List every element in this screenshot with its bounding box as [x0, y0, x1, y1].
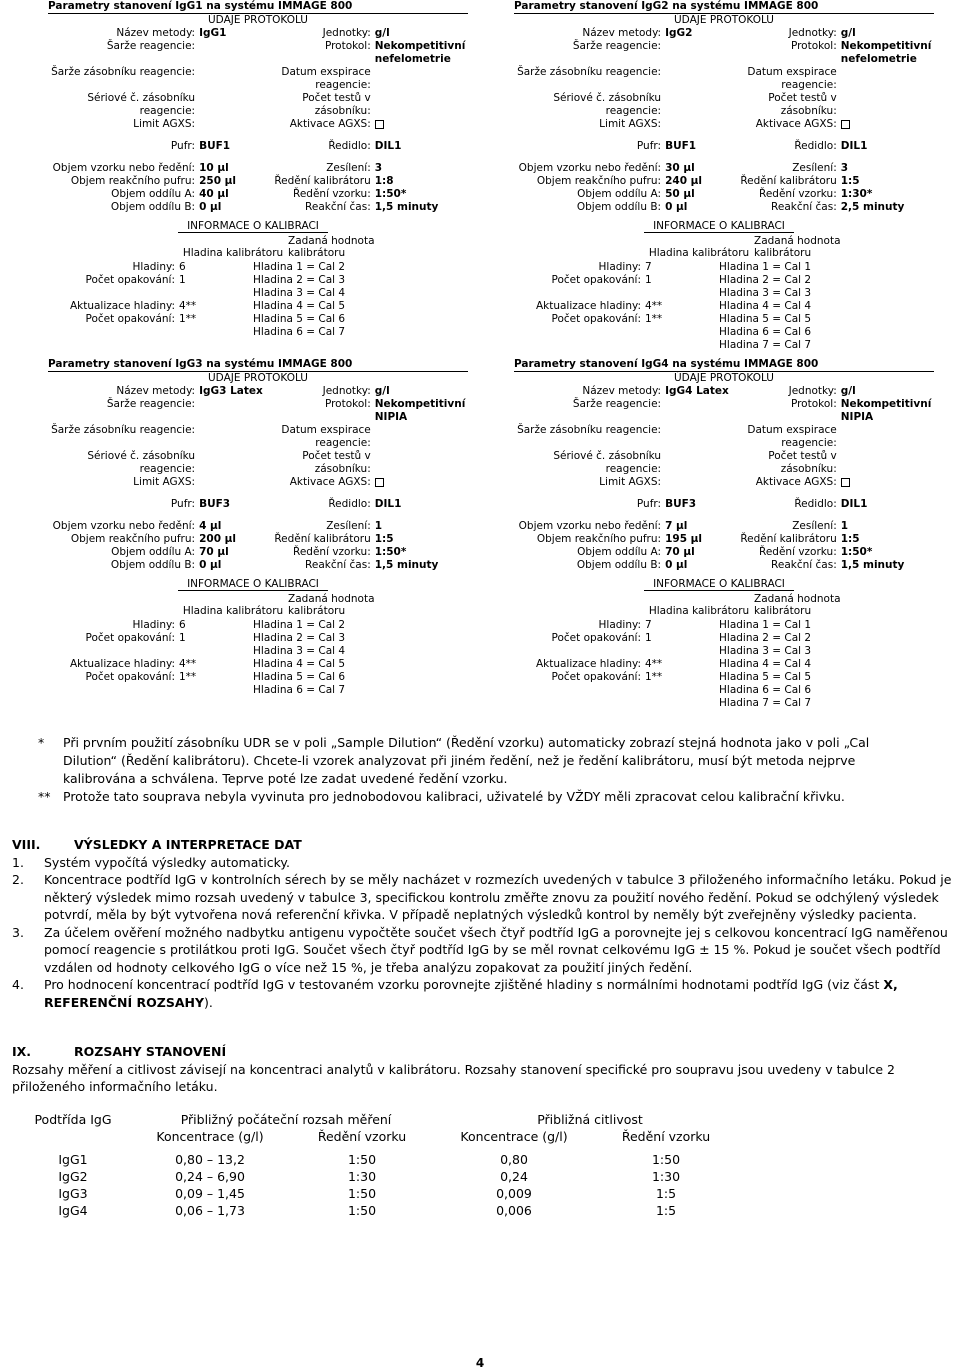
- list-item: 3. Za účelem ověření možného nadbytku antigenu vypočtěte součet všech čtyř podtříd IgG a porovnejte jej s celkovou koncentrací IgG naměřenou pomocí reagencie s protilátkou proti IgG. Součet všech čtyř podtříd IgG by se měl rovnat celkovému IgG ± 15 %. Pokud je součet všech podtříd vzdálen od hodnoty celkového IgG o více než 15 %, je třeba analýzu zopakovat za použití jiných ředění.: [12, 924, 948, 975]
- calibration-row: Hladina 6 = Cal 7: [253, 684, 346, 696]
- calibration-header: Hladina kalibrátoru Zadaná hodnota kalibrátoru: [182, 593, 375, 617]
- protocol-row: Objem reakčního pufru: 250 µl Ředění kalibrátoru 1:8: [70, 175, 394, 187]
- calibration-row: Počet opakování: 1 Hladina 2 = Cal 3: [85, 632, 346, 644]
- protocol-row: Objem reakčního pufru: 195 µl Ředění kalibrátoru 1:5: [536, 533, 860, 545]
- section-heading: IX. ROZSAHY STANOVENÍ: [12, 1044, 227, 1059]
- section-heading: VIII. VÝSLEDKY A INTERPRETACE DAT: [12, 837, 302, 852]
- range-table: [12, 1111, 742, 1219]
- calibration-row: Hladina 7 = Cal 7: [719, 697, 812, 709]
- protocol-row: Objem oddílu B: 0 µl Reakční čas: 1,5 minuty: [110, 559, 439, 571]
- calibration-row: Počet opakování: 1 Hladina 2 = Cal 2: [551, 632, 812, 644]
- protocol-row: Pufr: BUF3 Ředidlo: DIL1: [636, 498, 868, 510]
- calibration-table: [514, 261, 813, 352]
- calibration-row: Hladiny: 7 Hladina 1 = Cal 1: [598, 261, 812, 273]
- calibration-info: INFORMACE O KALIBRACI: [644, 578, 934, 591]
- calibration-table: [514, 619, 813, 710]
- footnote-mark: **: [38, 789, 51, 804]
- protocol-row: Objem oddílu A: 70 µl Ředění vzorku: 1:50*: [111, 546, 407, 558]
- table-subheader: Koncentrace (g/l) Ředění vzorku Koncentrace (g/l) Ředění vzorku: [156, 1129, 711, 1144]
- list-item: 1. Systém vypočítá výsledky automaticky.: [12, 854, 291, 870]
- calibration-info: INFORMACE O KALIBRACI: [178, 578, 468, 591]
- calibration-row: Hladina 3 = Cal 3: [719, 645, 812, 657]
- calibration-row: Hladina 3 = Cal 4: [253, 645, 346, 657]
- calibration-row: Aktualizace hladiny: 4** Hladina 4 = Cal 5: [69, 300, 346, 312]
- calibration-row: Počet opakování: 1 Hladina 2 = Cal 2: [551, 274, 812, 286]
- protocol-row: Název metody: IgG2 Jednotky: g/l: [582, 27, 856, 39]
- protocol-row: Objem vzorku nebo ředění: 7 µl Zesílení: 1: [518, 520, 849, 532]
- list-item: 2. Koncentrace podtříd IgG v kontrolních sérech by se měly nacházet v rozmezích uvedených v tabulce 3 přiloženého informačního letáku. Pokud je některý výsledek mimo rozsah uvedený v tabulce 3, specifickou kontrolu změřte znovu za použití nového ředění. Pokud se odchýlený výsledek potvrdí, měla by být vytvořena nová referenční křivka. V případě neplatných výsledků kontrol by neměly být zveřejněny výsledky pacienta.: [12, 872, 952, 922]
- protocol-row: Objem reakčního pufru: 240 µl Ředění kalibrátoru 1:5: [536, 175, 860, 187]
- parameter-panel: [48, 0, 468, 339]
- protocol-row: Objem vzorku nebo ředění: 10 µl Zesílení: 3: [52, 162, 383, 174]
- protocol-row: Objem oddílu B: 0 µl Reakční čas: 2,5 minuty: [576, 201, 905, 213]
- footnote-text: Při prvním použití zásobníku UDR se v poli „Sample Dilution“ (Ředění vzorku) automaticky zobrazí stejná hodnota jako v poli „Cal Dilution“ (Ředění kalibrátoru). Chcete-li vzorek analyzovat při jiném ředění, než je ředění kalibrátoru, musí být metoda nejprve kalibrována a schválena. Teprve poté lze zadat uvedené ředění vzorku.: [63, 735, 870, 786]
- protocol-row: Objem vzorku nebo ředění: 30 µl Zesílení: 3: [518, 162, 849, 174]
- calibration-row: Hladiny: 7 Hladina 1 = Cal 1: [598, 619, 812, 631]
- protocol-row: Pufr: BUF3 Ředidlo: DIL1: [170, 498, 402, 510]
- section-results: [12, 836, 952, 1011]
- calibration-row: Počet opakování: 1 Hladina 2 = Cal 3: [85, 274, 346, 286]
- footnote-mark: *: [38, 735, 45, 750]
- page-number: 4: [475, 1356, 485, 1370]
- calibration-row: Hladiny: 6 Hladina 1 = Cal 2: [132, 261, 346, 273]
- footnote-1: [38, 734, 918, 788]
- protocol-row: Objem oddílu A: 40 µl Ředění vzorku: 1:50*: [111, 188, 407, 200]
- calibration-row: Počet opakování: 1** Hladina 5 = Cal 6: [85, 313, 346, 325]
- calibration-row: Hladina 3 = Cal 4: [253, 287, 346, 299]
- parameter-panel: [514, 358, 934, 710]
- calibration-info: INFORMACE O KALIBRACI: [644, 220, 934, 233]
- protocol-table: Název metody: IgG3 Latex Jednotky: g/l Šarže reagencie: Protokol: Nekompetitivní NIPIA Šarže zásobníku reagencie: Datum exspirace reagencie: Sériové č. zásobníku reagencie: Počet testů v zásobníku: Limit AGXS: Aktivace AGXS: Pufr: BUF3 Ředidlo: DIL1 Objem vzorku nebo ředění: 4 µl Zesílení: 1 Objem reakčního pufru: 200 µl Ředění kalibrátoru 1:5 Objem oddílu A: 70 µl Ředění vzorku: 1:50* Objem oddílu B: 0 µl Reakční čas: 1,5 minuty: [48, 385, 468, 572]
- calibration-row: Hladina 6 = Cal 6: [719, 326, 812, 338]
- protocol-row: Objem vzorku nebo ředění: 4 µl Zesílení: 1: [52, 520, 383, 532]
- calibration-row: Aktualizace hladiny: 4** Hladina 4 = Cal 5: [69, 658, 346, 670]
- table-row: IgG3 0,09 – 1,45 1:50 0,009 1:5: [58, 1186, 677, 1201]
- checkbox-icon: [841, 478, 850, 487]
- calibration-row: Aktualizace hladiny: 4** Hladina 4 = Cal 4: [535, 300, 812, 312]
- panel-title: Parametry stanovení IgG1 na systému IMMAGE 800: [48, 0, 468, 14]
- protocol-row: Objem reakčního pufru: 200 µl Ředění kalibrátoru 1:5: [70, 533, 394, 545]
- protocol-row: Objem oddílu B: 0 µl Reakční čas: 1,5 minuty: [576, 559, 905, 571]
- checkbox-icon: [375, 120, 384, 129]
- protocol-row: Název metody: IgG1 Jednotky: g/l: [116, 27, 390, 39]
- calibration-row: Hladina 6 = Cal 6: [719, 684, 812, 696]
- protocol-row: Objem oddílu B: 0 µl Reakční čas: 1,5 minuty: [110, 201, 439, 213]
- calibration-table: [48, 619, 347, 697]
- protocol-row: Název metody: IgG4 Latex Jednotky: g/l: [582, 385, 856, 397]
- calibration-header: Hladina kalibrátoru Zadaná hodnota kalibrátoru: [648, 593, 841, 617]
- footnote-2: [38, 788, 918, 806]
- footnote-text: Protože tato souprava nebyla vyvinuta pro jednobodovou kalibraci, uživatelé by VŽDY měli zpracovat celou kalibrační křivku.: [63, 789, 845, 804]
- protocol-table: Název metody: IgG4 Latex Jednotky: g/l Šarže reagencie: Protokol: Nekompetitivní NIPIA Šarže zásobníku reagencie: Datum exspirace reagencie: Sériové č. zásobníku reagencie: Počet testů v zásobníku: Limit AGXS: Aktivace AGXS: Pufr: BUF3 Ředidlo: DIL1 Objem vzorku nebo ředění: 7 µl Zesílení: 1 Objem reakčního pufru: 195 µl Ředění kalibrátoru 1:5 Objem oddílu A: 70 µl Ředění vzorku: 1:50* Objem oddílu B: 0 µl Reakční čas: 1,5 minuty: [514, 385, 934, 572]
- calibration-row: Hladina 6 = Cal 7: [253, 326, 346, 338]
- calibration-row: Hladiny: 6 Hladina 1 = Cal 2: [132, 619, 346, 631]
- section-text: Rozsahy měření a citlivost závisejí na koncentraci analytů v kalibrátoru. Rozsahy stanovení specifické pro soupravu jsou uvedeny v tabulce 2 přiloženého informačního letáku.: [12, 1061, 896, 1094]
- protocol-row: Pufr: BUF1 Ředidlo: DIL1: [636, 140, 868, 152]
- checkbox-icon: [841, 120, 850, 129]
- panel-title: Parametry stanovení IgG2 na systému IMMAGE 800: [514, 0, 934, 14]
- list-item: 4. Pro hodnocení koncentrací podtříd IgG v testovaném vzorku porovnejte zjištěné hladiny s normálními hodnotami podtříd IgG (viz část X, REFERENČNÍ ROZSAHY).: [12, 977, 898, 1010]
- protocol-table: Název metody: IgG2 Jednotky: g/l Šarže reagencie: Protokol: Nekompetitivní nefelometrie Šarže zásobníku reagencie: Datum exspirace reagencie: Sériové č. zásobníku reagencie: Počet testů v zásobníku: Limit AGXS: Aktivace AGXS: Pufr: BUF1 Ředidlo: DIL1 Objem vzorku nebo ředění: 30 µl Zesílení: 3 Objem reakčního pufru: 240 µl Ředění kalibrátoru 1:5 Objem oddílu A: 50 µl Ředění vzorku: 1:30* Objem oddílu B: 0 µl Reakční čas: 2,5 minuty: [514, 27, 934, 214]
- panel-title: Parametry stanovení IgG4 na systému IMMAGE 800: [514, 358, 934, 372]
- calibration-row: Aktualizace hladiny: 4** Hladina 4 = Cal 4: [535, 658, 812, 670]
- panel-header: ÚDAJE PROTOKOLU: [208, 14, 308, 26]
- protocol-row: Pufr: BUF1 Ředidlo: DIL1: [170, 140, 402, 152]
- checkbox-icon: [375, 478, 384, 487]
- panel-title: Parametry stanovení IgG3 na systému IMMAGE 800: [48, 358, 468, 372]
- protocol-row: Objem oddílu A: 70 µl Ředění vzorku: 1:50*: [577, 546, 873, 558]
- panel-header: ÚDAJE PROTOKOLU: [674, 14, 774, 26]
- table-row: IgG1 0,80 – 13,2 1:50 0,80 1:50: [58, 1152, 681, 1167]
- table-row: IgG4 0,06 – 1,73 1:50 0,006 1:5: [58, 1203, 677, 1218]
- calibration-row: Hladina 3 = Cal 3: [719, 287, 812, 299]
- protocol-row: Objem oddílu A: 50 µl Ředění vzorku: 1:30*: [577, 188, 873, 200]
- calibration-row: Počet opakování: 1** Hladina 5 = Cal 5: [551, 671, 812, 683]
- protocol-row: Název metody: IgG3 Latex Jednotky: g/l: [116, 385, 390, 397]
- protocol-table: Název metody: IgG1 Jednotky: g/l Šarže reagencie: Protokol: Nekompetitivní nefelometrie Šarže zásobníku reagencie: Datum exspirace reagencie: Sériové č. zásobníku reagencie: Počet testů v zásobníku: Limit AGXS: Aktivace AGXS: Pufr: BUF1 Ředidlo: DIL1 Objem vzorku nebo ředění: 10 µl Zesílení: 3 Objem reakčního pufru: 250 µl Ředění kalibrátoru 1:8 Objem oddílu A: 40 µl Ředění vzorku: 1:50* Objem oddílu B: 0 µl Reakční čas: 1,5 minuty: [48, 27, 468, 214]
- table-row: IgG2 0,24 – 6,90 1:30 0,24 1:30: [58, 1169, 681, 1184]
- parameter-panel: [514, 0, 934, 352]
- calibration-row: Hladina 7 = Cal 7: [719, 339, 812, 351]
- panel-header: ÚDAJE PROTOKOLU: [674, 372, 774, 384]
- calibration-row: Počet opakování: 1** Hladina 5 = Cal 6: [85, 671, 346, 683]
- parameter-panel: [48, 358, 468, 697]
- calibration-header: Hladina kalibrátoru Zadaná hodnota kalibrátoru: [648, 235, 841, 259]
- calibration-table: [48, 261, 347, 339]
- calibration-info: INFORMACE O KALIBRACI: [178, 220, 468, 233]
- panel-header: ÚDAJE PROTOKOLU: [208, 372, 308, 384]
- footnotes: [38, 734, 918, 806]
- calibration-header: Hladina kalibrátoru Zadaná hodnota kalibrátoru: [182, 235, 375, 259]
- section-ranges: [12, 1043, 952, 1096]
- table-header: Podtřída IgG Přibližný počáteční rozsah měření Přibližná citlivost: [34, 1112, 643, 1127]
- calibration-row: Počet opakování: 1** Hladina 5 = Cal 5: [551, 313, 812, 325]
